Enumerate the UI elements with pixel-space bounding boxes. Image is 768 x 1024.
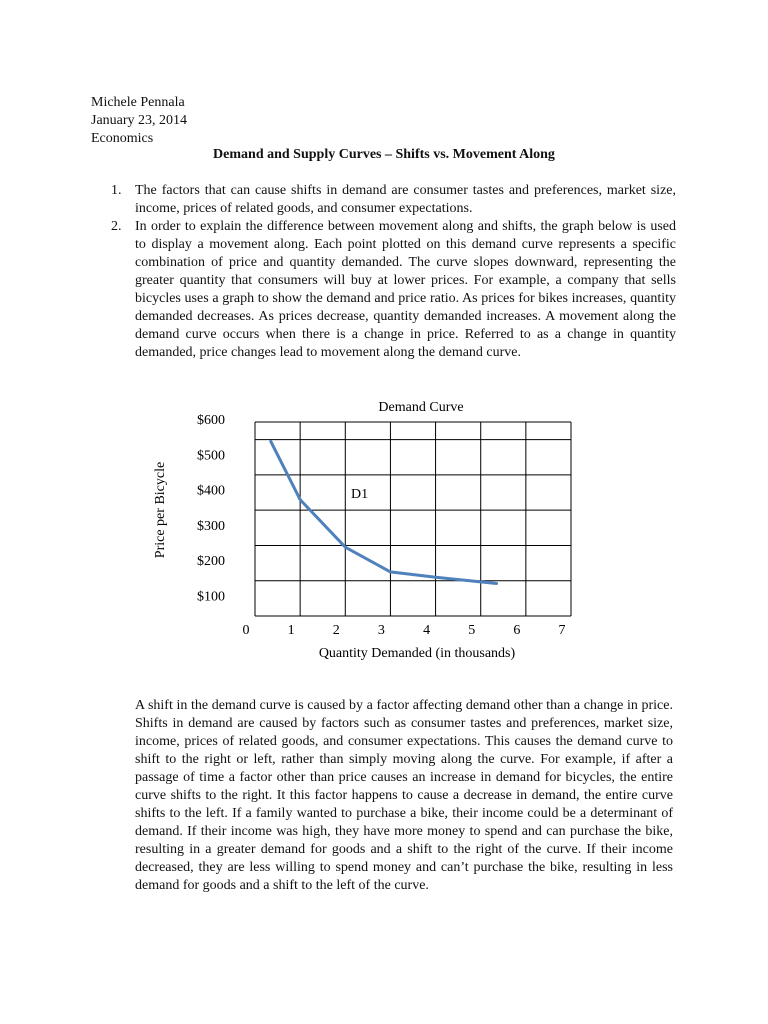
document-header: [91, 94, 187, 148]
list-number: 2.: [111, 219, 122, 234]
x-tick-label: 6: [513, 623, 521, 638]
chart-grid: [255, 422, 571, 616]
y-tick-label: $400: [197, 483, 225, 499]
body-paragraph: A shift in the demand curve is caused by a factor affecting demand other than a change in price. Shifts in demand are caused by factors such as consumer tastes and preferences, market size, income, prices of related goods, and consumer expectations. This causes the demand curve to shift to the right or left, rather than simply moving along the curve. For example, if after a passage of time a factor other than price causes an increase in demand for bicycles, the entire curve shifts to the right. It this factor happens to cause a decrease in demand, the entire curve shifts to the left. If a family wanted to purchase a bike, their income could be a determinant of demand. If their income was high, they have more money to spend and can purchase the bike, resulting in a greater demand for goods and a shift to the right of the curve. If their income decreased, they are less willing to spend money and can’t purchase the bike, resulting in less demand for goods and a shift to the left of the curve.: [135, 698, 673, 893]
x-tick-label: 3: [377, 623, 385, 638]
series-label-d1: D1: [351, 487, 369, 502]
y-tick-label: $200: [197, 554, 225, 570]
x-axis-ticks: [243, 623, 566, 638]
list-item-2: [111, 218, 676, 362]
x-tick-label: 7: [558, 623, 566, 638]
y-tick-label: $100: [197, 589, 225, 605]
y-tick-label: $600: [197, 413, 225, 428]
list-number: 1.: [111, 183, 122, 198]
list-item-1: [111, 182, 676, 218]
y-tick-label: $300: [197, 518, 225, 534]
list-text: The factors that can cause shifts in demand are consumer tastes and preferences, market size, income, prices of related goods, and consumer expectations.: [135, 183, 676, 216]
author-name: Michele Pennala: [91, 95, 185, 110]
document-title: Demand and Supply Curves – Shifts vs. Movement Along: [213, 147, 555, 162]
x-tick-label: 0: [242, 623, 250, 638]
y-axis-ticks: [197, 413, 225, 604]
x-axis-label: Quantity Demanded (in thousands): [318, 646, 516, 661]
x-tick-label: 1: [287, 623, 295, 638]
list-text: In order to explain the difference between movement along and shifts, the graph below is used to display a movement along. Each point plotted on this demand curve represents a specific combination of price and quantity demanded. The curve slopes downward, representing the greater quantity that consumers will buy at lower prices. For example, a company that sells bicycles uses a graph to show the demand and price ratio. As prices for bikes increases, quantity demanded decreases. As prices decrease, quantity demanded increases. A movement along the demand curve occurs when there is a change in price. Referred to as a change in quantity demanded, price changes lead to movement along the demand curve.: [135, 219, 676, 360]
chart-title: Demand Curve: [378, 400, 464, 415]
demand-curve-chart: [0, 390, 768, 690]
x-tick-label: 4: [423, 623, 431, 638]
demand-curve-line: [271, 441, 497, 583]
y-tick-label: $500: [197, 448, 225, 464]
x-tick-label: 2: [332, 623, 340, 638]
numbered-list: [111, 182, 676, 362]
document-date: January 23, 2014: [91, 113, 188, 128]
course-name: Economics: [91, 131, 154, 146]
y-axis-label: Price per Bicycle: [153, 461, 168, 559]
x-tick-label: 5: [468, 623, 476, 638]
